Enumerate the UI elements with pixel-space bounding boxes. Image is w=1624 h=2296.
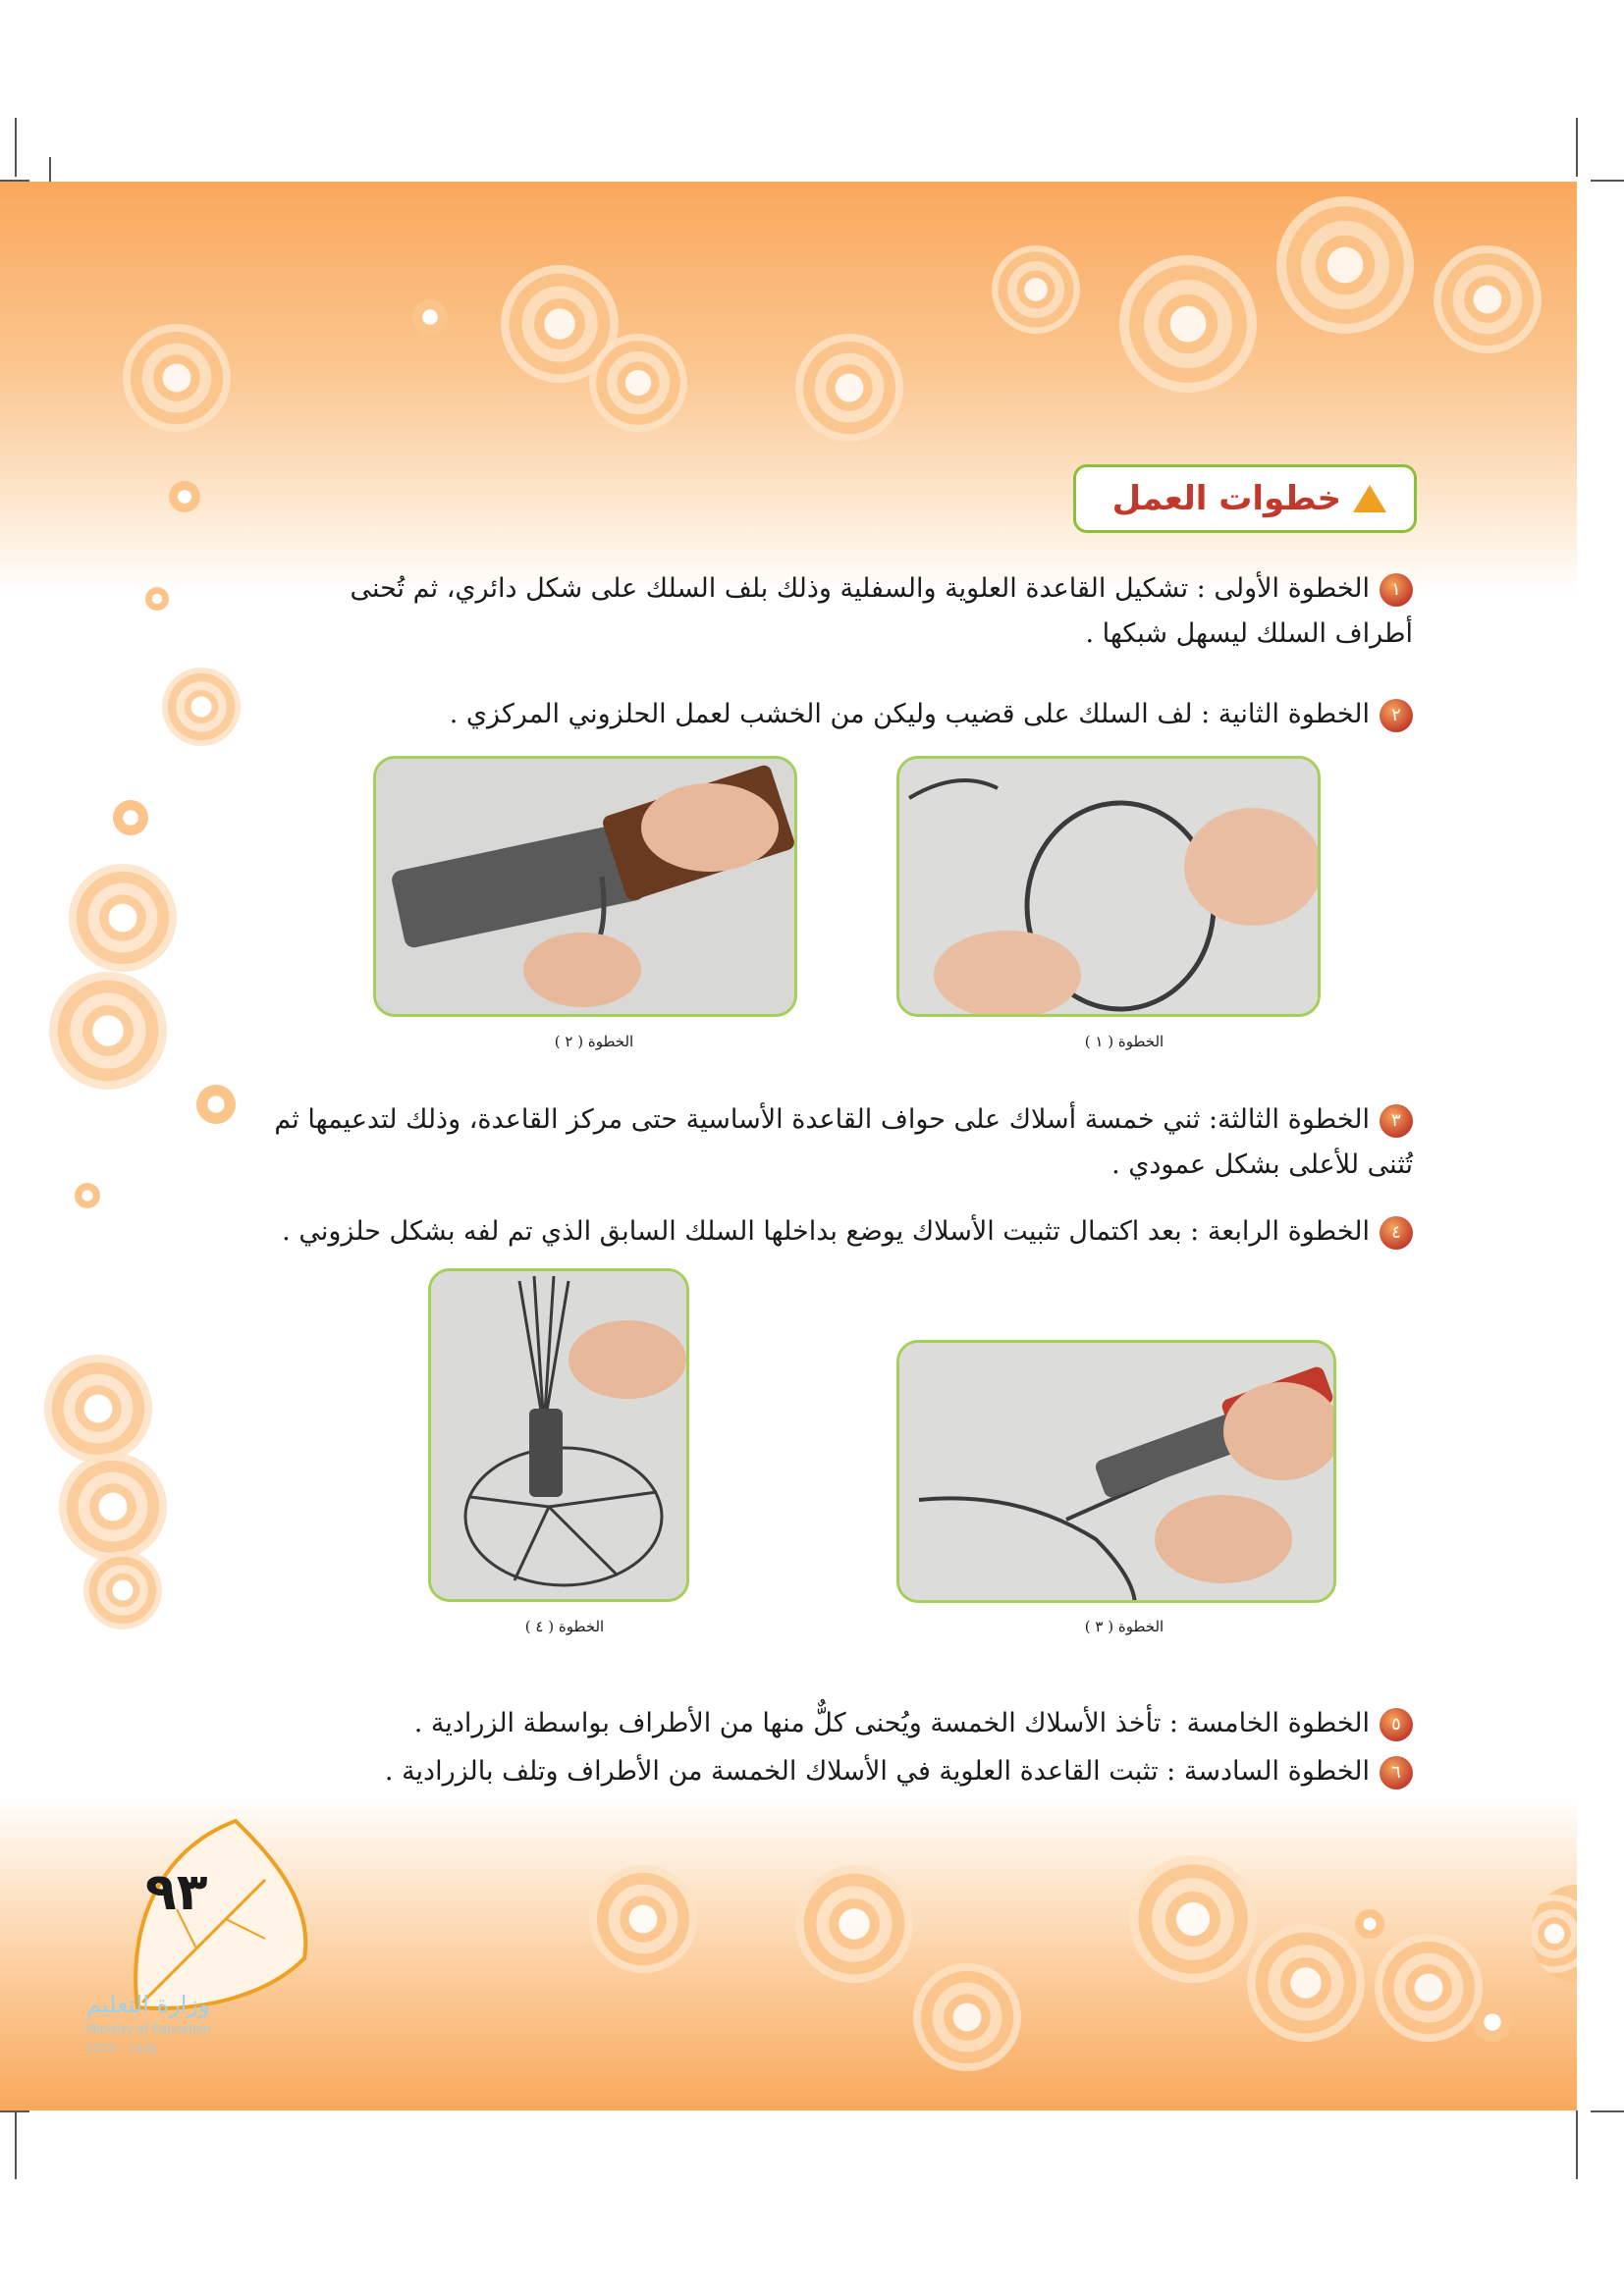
flower-decoration-icon bbox=[1276, 196, 1414, 334]
flower-decoration-icon bbox=[1247, 1924, 1365, 2042]
caption-step-3: الخطوة ( ٣ ) bbox=[1084, 1618, 1164, 1635]
dot-decoration-icon bbox=[145, 587, 169, 611]
dot-decoration-icon bbox=[169, 481, 200, 512]
flower-decoration-icon bbox=[992, 245, 1080, 334]
flower-decoration-icon bbox=[795, 334, 903, 442]
flower-decoration-icon bbox=[1129, 1855, 1257, 1983]
step-2 bbox=[333, 692, 1413, 737]
warning-triangle-icon bbox=[1353, 485, 1386, 512]
dot-decoration-icon bbox=[412, 299, 448, 335]
section-title-box bbox=[1073, 464, 1417, 533]
photo-step-4 bbox=[428, 1268, 689, 1602]
step-1 bbox=[333, 566, 1413, 657]
dot-decoration-icon bbox=[1355, 1909, 1384, 1939]
ministry-logo-year: 2024 - 1446 bbox=[86, 2042, 159, 2056]
flower-decoration-icon bbox=[1119, 255, 1257, 393]
flower-decoration-icon bbox=[69, 864, 177, 972]
flower-decoration-icon bbox=[49, 972, 167, 1090]
flower-decoration-icon bbox=[1434, 245, 1542, 353]
dot-decoration-icon bbox=[196, 1085, 236, 1124]
step-text: الخطوة الخامسة : تأخذ الأسلاك الخمسة ويُحنى كلٌّ منها من الأطراف بواسطة الزرادية . bbox=[413, 1708, 1370, 1738]
dot-decoration-icon bbox=[1473, 2002, 1512, 2042]
page-number: ٩٣ bbox=[145, 1863, 208, 1922]
step-number-badge: ٦ bbox=[1380, 1756, 1413, 1789]
dot-decoration-icon bbox=[75, 1183, 100, 1208]
photo-step-2 bbox=[373, 756, 797, 1017]
step-number-badge: ٣ bbox=[1380, 1104, 1413, 1138]
caption-step-1: الخطوة ( ١ ) bbox=[1084, 1033, 1164, 1050]
ministry-logo-english: Ministry of Education bbox=[86, 2022, 211, 2036]
photo-step-1 bbox=[896, 756, 1321, 1017]
step-6 bbox=[333, 1749, 1413, 1794]
flower-decoration-icon bbox=[44, 1355, 152, 1463]
section-title: خطوات العمل bbox=[1111, 479, 1341, 518]
step-number-badge: ١ bbox=[1380, 573, 1413, 607]
step-text: الخطوة الأولى : تشكيل القاعدة العلوية والسفلية وذلك بلف السلك على شكل دائري، ثم تُحنى أطراف السلك ليسهل شبكها . bbox=[350, 573, 1413, 649]
ministry-logo-arabic: وزارة التعليم bbox=[86, 1991, 210, 2018]
photo-step-3 bbox=[896, 1340, 1336, 1603]
step-3 bbox=[274, 1097, 1413, 1188]
caption-step-4: الخطوة ( ٤ ) bbox=[524, 1618, 605, 1635]
dot-decoration-icon bbox=[113, 800, 148, 835]
flower-decoration-icon bbox=[59, 1453, 167, 1561]
step-text: الخطوة الثالثة: ثني خمسة أسلاك على حواف القاعدة الأساسية حتى مركز القاعدة، وذلك لتدعيمها ثم تُثنى للأعلى بشكل عمودي . bbox=[274, 1104, 1413, 1180]
flower-decoration-icon bbox=[795, 1865, 913, 1983]
flower-decoration-icon bbox=[589, 334, 687, 432]
step-number-badge: ٤ bbox=[1380, 1216, 1413, 1250]
flower-decoration-icon bbox=[1375, 1934, 1483, 2042]
flower-decoration-icon bbox=[913, 1963, 1021, 2071]
flower-decoration-icon bbox=[123, 324, 231, 432]
step-number-badge: ٥ bbox=[1380, 1708, 1413, 1741]
step-text: الخطوة السادسة : تثبت القاعدة العلوية في الأسلاك الخمسة من الأطراف وتلف بالزرادية . bbox=[384, 1756, 1370, 1787]
step-text: الخطوة الثانية : لف السلك على قضيب وليكن من الخشب لعمل الحلزوني المركزي . bbox=[449, 699, 1370, 729]
flower-decoration-icon bbox=[589, 1865, 697, 1973]
flower-decoration-icon bbox=[83, 1551, 162, 1629]
flower-decoration-icon bbox=[162, 667, 241, 746]
step-5 bbox=[333, 1701, 1413, 1746]
step-text: الخطوة الرابعة : بعد اكتمال تثبيت الأسلاك يوضع بداخلها السلك السابق الذي تم لفه بشكل حلزوني . bbox=[282, 1216, 1370, 1247]
step-4 bbox=[274, 1209, 1413, 1255]
step-number-badge: ٢ bbox=[1380, 699, 1413, 732]
caption-step-2: الخطوة ( ٢ ) bbox=[554, 1033, 634, 1050]
